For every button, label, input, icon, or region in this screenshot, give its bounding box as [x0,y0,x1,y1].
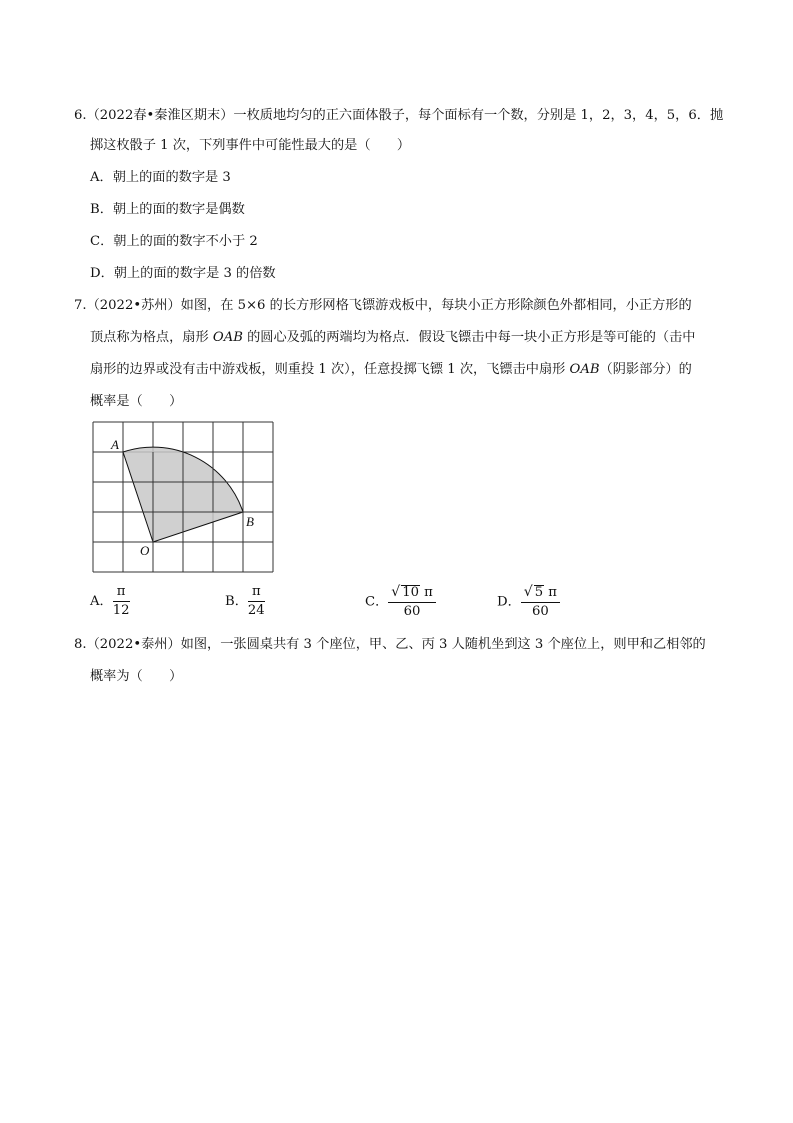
grid-lines-over [123,422,243,542]
label-o: O [140,543,150,558]
q7-stem-line2: 顶点称为格点，扇形 OAB 的圆心及弧的两端均为格点．假设飞镖击中每一块小正方形是等可能的（击中 [90,330,696,345]
q6-stem-line2: 掷这枚骰子 1 次，下列事件中可能性最大的是（ ） [90,138,411,153]
q7-option-d: D． $\frac{√ 5 \pi}{60}$ [497,585,560,619]
q8-stem-line1: 8.（2022•泰州）如图，一张圆桌共有 3 个座位，甲、乙、丙 3 人随机坐到这 3 个座位上，则甲和乙相邻的 [74,637,706,652]
q6-option-a: A．朝上的面的数字是 3 [90,170,231,185]
q8-stem-line2: 概率为（ ） [90,669,183,684]
q7-grid-figure [80,410,280,580]
q7-stem-line4: 概率是（ ） [90,394,183,409]
q7-option-a: A． $\frac{\pi}{12}$ [90,584,130,618]
q6-option-d: D．朝上的面的数字是 3 的倍数 [90,266,276,281]
q7-stem-line1: 7.（2022•苏州）如图，在 5×6 的长方形网格飞镖游戏板中，每块小正方形除颜色外都相同，小正方形的 [74,298,692,313]
q7-option-b: B． $\frac{\pi}{24}$ [225,584,265,618]
q7-stem-line3: 扇形的边界或没有击中游戏板，则重投 1 次），任意投掷飞镖 1 次，飞镖击中扇形 OAB（阴影部分）的 [90,362,692,377]
q6-option-b: B．朝上的面的数字是偶数 [90,202,245,217]
label-a: A [111,437,119,452]
label-b: B [246,514,254,529]
q6-stem-line1: 6.（2022春•秦淮区期末）一枚质地均匀的正六面体骰子，每个面标有一个数，分别是 1，2，3，4，5，6．抛 [74,108,724,123]
q6-option-c: C．朝上的面的数字不小于 2 [90,234,258,249]
q7-option-c: C． $\frac{√ 10 \pi}{60}$ [365,585,436,619]
